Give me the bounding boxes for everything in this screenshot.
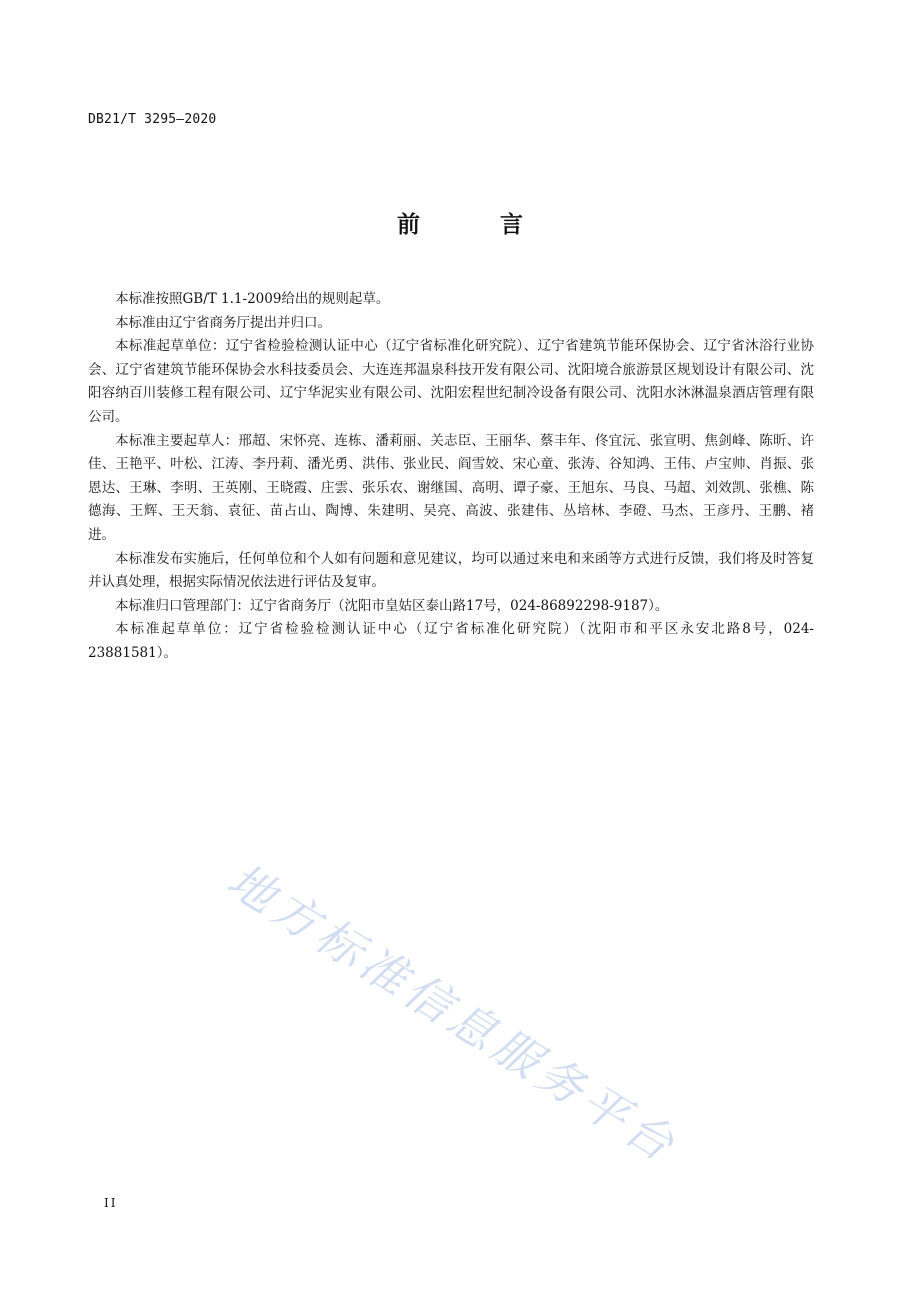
paragraph-drafters: 本标准主要起草人：邢超、宋怀亮、连栋、潘莉丽、关志臣、王丽华、蔡丰年、佟宜沅、张宣明、焦剑峰、陈昕、许佳、王艳平、叶松、江涛、李丹莉、潘光勇、洪伟、张业民、阎雪姣、宋心童、张涛、谷知鸿、王伟、卢宝帅、肖振、张恩达、王琳、李明、王英刚、王晓霞、庄雲、张乐农、谢继国、高明、谭子豪、王旭东、马良、马超、刘效凯、张樵、陈德海、王辉、王天翁、袁征、苗占山、陶博、朱建明、吴亮、高波、张建伟、丛培林、李磴、马杰、王彦丹、王鹏、褚进。	[88, 432, 814, 543]
paragraph-proposer: 本标准由辽宁省商务厅提出并归口。	[115, 314, 331, 331]
paragraph-drafting-unit-address: 本标准起草单位：辽宁省检验检测认证中心（辽宁省标准化研究院）（沈阳市和平区永安北路8号，024-23881581）。	[88, 621, 814, 661]
paragraph-drafting-rules: 本标准按照GB/T 1.1-2009给出的规则起草。	[115, 291, 390, 307]
paragraph-drafting-units: 本标准起草单位：辽宁省检验检测认证中心（辽宁省标准化研究院）、辽宁省建筑节能环保协会、辽宁省沐浴行业协会、辽宁省建筑节能环保协会水科技委员会、大连连邦温泉科技开发有限公司、沈阳境合旅游景区规划设计有限公司、沈阳容纳百川装修工程有限公司、辽宁华泥实业有限公司、沈阳宏程世纪制冷设备有限公司、沈阳水沐淋温泉酒店管理有限公司。	[88, 338, 814, 425]
watermark: 地方标准信息服务平台	[218, 852, 688, 1174]
paragraph-management-dept: 本标准归口管理部门：辽宁省商务厅（沈阳市皇姑区泰山路17号，024-86892298-9187）。	[115, 597, 669, 614]
foreword-body	[88, 288, 814, 666]
page-number: II	[104, 1196, 118, 1210]
paragraph-feedback: 本标准发布实施后，任何单位和个人如有问题和意见建议，均可以通过来电和来函等方式进行反馈，我们将及时答复并认真处理，根据实际情况依法进行评估及复审。	[88, 550, 814, 591]
document-code: DB21/T 3295—2020	[88, 112, 217, 127]
section-title: 前 言	[396, 212, 559, 238]
